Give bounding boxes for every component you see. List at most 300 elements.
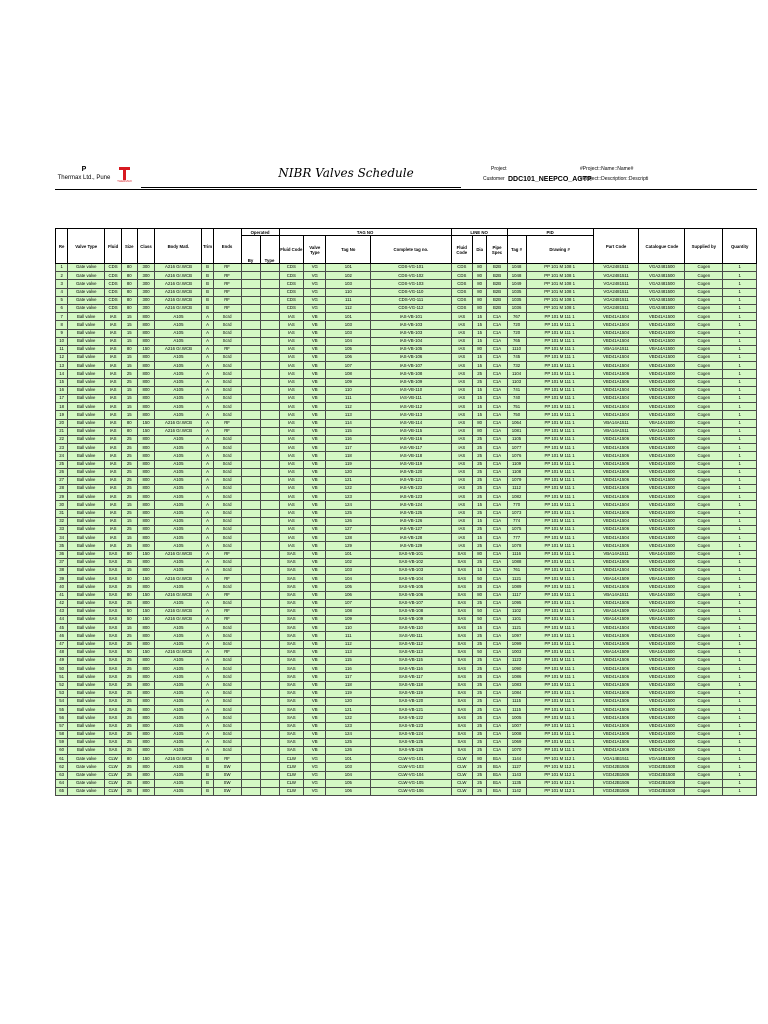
- table-cell: Scrd: [213, 583, 241, 591]
- table-cell: SAS-VB-119: [371, 689, 452, 697]
- table-cell: PP 101 M 111 1: [526, 722, 593, 730]
- table-cell: Cogen: [685, 452, 723, 460]
- table-cell: C1A: [487, 632, 507, 640]
- table-cell: Cogen: [685, 460, 723, 468]
- table-cell: VB: [304, 714, 326, 722]
- thermax-logo: [119, 167, 130, 183]
- table-cell: VBA14A1509: [593, 616, 639, 624]
- table-cell: 800: [137, 566, 155, 574]
- table-cell: 107: [326, 362, 371, 370]
- table-cell: 800: [137, 730, 155, 738]
- table-cell: VBD41A1506: [593, 722, 639, 730]
- table-cell: IAS: [105, 485, 122, 493]
- table-cell: Cogen: [685, 575, 723, 583]
- table-cell: C1A: [487, 681, 507, 689]
- table-cell: IAS: [105, 517, 122, 525]
- table-cell: VB: [304, 501, 326, 509]
- table-cell: 25: [121, 730, 137, 738]
- table-cell: [260, 616, 279, 624]
- table-cell: 80: [121, 272, 137, 280]
- table-cell: 15: [472, 501, 487, 509]
- table-cell: 800: [137, 362, 155, 370]
- table-cell: VBD41A1500: [639, 362, 685, 370]
- table-cell: C1A: [487, 395, 507, 403]
- table-cell: 25: [472, 714, 487, 722]
- table-cell: 1112: [507, 485, 526, 493]
- table-cell: VBD41A1504: [593, 329, 639, 337]
- table-cell: IAS: [279, 542, 304, 550]
- table-cell: VBD41A1500: [639, 542, 685, 550]
- table-cell: IAS: [451, 411, 472, 419]
- table-cell: RF: [213, 345, 241, 353]
- table-cell: 15: [121, 354, 137, 362]
- table-cell: PP 101 M 111 1: [526, 403, 593, 411]
- table-cell: 25: [472, 460, 487, 468]
- table-cell: A105: [155, 395, 202, 403]
- table-cell: SAS-VB-110: [371, 624, 452, 632]
- table-cell: C1A: [487, 321, 507, 329]
- table-cell: IAS-VB-127: [371, 526, 452, 534]
- table-cell: Ball valve: [68, 575, 105, 583]
- table-cell: VBD41A1500: [639, 395, 685, 403]
- table-cell: PP 101 M 111 1: [526, 476, 593, 484]
- table-cell: IAS-VB-103: [371, 329, 452, 337]
- table-cell: 58: [56, 730, 68, 738]
- table-cell: VB: [304, 378, 326, 386]
- table-cell: VBD41A1506: [593, 738, 639, 746]
- table-cell: Ball valve: [68, 370, 105, 378]
- table-row: [56, 763, 757, 771]
- table-cell: Cogen: [685, 378, 723, 386]
- table-cell: VBD41A1506: [593, 468, 639, 476]
- table-cell: Cogen: [685, 386, 723, 394]
- table-cell: 25: [121, 558, 137, 566]
- table-cell: [241, 607, 260, 615]
- table-cell: [260, 779, 279, 787]
- table-cell: VBA14A1509: [593, 575, 639, 583]
- table-cell: Ball valve: [68, 444, 105, 452]
- table-cell: [241, 755, 260, 763]
- table-cell: 50: [472, 648, 487, 656]
- table-cell: A: [202, 386, 213, 394]
- table-row: [56, 452, 757, 460]
- table-cell: 110: [326, 386, 371, 394]
- table-cell: 1089: [507, 583, 526, 591]
- table-row: [56, 321, 757, 329]
- table-cell: A105: [155, 460, 202, 468]
- table-cell: 123: [326, 722, 371, 730]
- table-cell: VBD41A1500: [639, 714, 685, 722]
- table-cell: A105: [155, 730, 202, 738]
- table-cell: SAS: [279, 706, 304, 714]
- table-cell: VBD41A1506: [593, 509, 639, 517]
- table-cell: VB: [304, 624, 326, 632]
- table-cell: 150: [137, 648, 155, 656]
- table-cell: Scrd: [213, 362, 241, 370]
- table-cell: IAS: [451, 329, 472, 337]
- table-cell: VB: [304, 583, 326, 591]
- table-cell: SAS: [451, 599, 472, 607]
- table-cell: Cogen: [685, 706, 723, 714]
- table-cell: [241, 272, 260, 280]
- table-cell: A216 Gr.WCB: [155, 288, 202, 296]
- table-cell: Scrd: [213, 493, 241, 501]
- table-cell: VB: [304, 632, 326, 640]
- table-cell: C1A: [487, 485, 507, 493]
- table-cell: [241, 435, 260, 443]
- table-cell: [260, 575, 279, 583]
- table-cell: IAS: [451, 501, 472, 509]
- table-cell: A: [202, 689, 213, 697]
- table-cell: PP 101 M 111 1: [526, 542, 593, 550]
- table-cell: [260, 296, 279, 304]
- table-cell: VBA14A1500: [639, 648, 685, 656]
- table-cell: Ball valve: [68, 395, 105, 403]
- table-cell: 1079: [507, 476, 526, 484]
- table-cell: SAS: [279, 722, 304, 730]
- table-cell: 15: [472, 313, 487, 321]
- table-cell: VB: [304, 386, 326, 394]
- table-cell: A216 Gr.WCB: [155, 264, 202, 272]
- table-cell: SAS: [279, 566, 304, 574]
- table-cell: 25: [121, 706, 137, 714]
- table-cell: 25: [472, 485, 487, 493]
- table-cell: 27: [56, 476, 68, 484]
- table-cell: 80: [121, 264, 137, 272]
- table-cell: [260, 591, 279, 599]
- table-cell: 1076: [507, 452, 526, 460]
- col-valve-type: Valve Type: [68, 229, 105, 264]
- table-cell: [260, 427, 279, 435]
- table-cell: A: [202, 730, 213, 738]
- table-cell: 50: [121, 607, 137, 615]
- table-cell: CDS: [451, 272, 472, 280]
- table-cell: [260, 395, 279, 403]
- col-drawing: Drawing #: [526, 236, 593, 264]
- table-cell: RF: [213, 591, 241, 599]
- table-cell: 102: [326, 558, 371, 566]
- table-cell: VG: [304, 304, 326, 312]
- table-cell: PP 101 M 111 1: [526, 444, 593, 452]
- table-cell: SAS: [279, 648, 304, 656]
- table-cell: 25: [472, 640, 487, 648]
- table-cell: 118: [326, 452, 371, 460]
- table-cell: 720: [507, 329, 526, 337]
- table-cell: 25: [472, 722, 487, 730]
- table-cell: IAS: [279, 526, 304, 534]
- table-cell: VGA2481511: [593, 280, 639, 288]
- table-cell: 25: [121, 747, 137, 755]
- table-cell: IAS: [279, 493, 304, 501]
- table-cell: SAS: [451, 607, 472, 615]
- table-cell: A216 Gr.WCB: [155, 296, 202, 304]
- table-cell: Ball valve: [68, 616, 105, 624]
- table-cell: IAS: [105, 501, 122, 509]
- table-cell: SAS-VB-115: [371, 657, 452, 665]
- table-cell: VB: [304, 566, 326, 574]
- table-row: [56, 395, 757, 403]
- table-cell: C1A: [487, 550, 507, 558]
- table-cell: [241, 386, 260, 394]
- table-cell: SAS-VB-108: [371, 607, 452, 615]
- table-cell: 1: [723, 296, 757, 304]
- table-cell: IAS: [279, 321, 304, 329]
- table-cell: 25: [472, 452, 487, 460]
- table-cell: 1109: [507, 460, 526, 468]
- table-cell: SAS: [105, 566, 122, 574]
- table-cell: 1108: [507, 468, 526, 476]
- table-row: [56, 526, 757, 534]
- table-cell: 720: [507, 321, 526, 329]
- table-cell: VB: [304, 558, 326, 566]
- table-cell: VBD41A1500: [639, 738, 685, 746]
- table-cell: CLW: [105, 788, 122, 796]
- table-cell: VBD41A1500: [639, 403, 685, 411]
- table-cell: Cogen: [685, 509, 723, 517]
- table-cell: 800: [137, 395, 155, 403]
- table-row: [56, 738, 757, 746]
- col-tag-hash: Tag #: [507, 236, 526, 264]
- table-cell: [260, 526, 279, 534]
- table-cell: B2B: [487, 288, 507, 296]
- table-cell: [241, 395, 260, 403]
- table-cell: Cogen: [685, 444, 723, 452]
- table-cell: 1095: [507, 599, 526, 607]
- table-cell: C1A: [487, 370, 507, 378]
- table-cell: 1: [723, 648, 757, 656]
- table-cell: PP 101 M 111 1: [526, 313, 593, 321]
- table-cell: VB: [304, 730, 326, 738]
- table-cell: RF: [213, 648, 241, 656]
- table-cell: 101: [326, 755, 371, 763]
- table-cell: 800: [137, 354, 155, 362]
- table-cell: C1A: [487, 648, 507, 656]
- table-cell: 1: [723, 501, 757, 509]
- table-cell: 25: [121, 681, 137, 689]
- table-cell: A105: [155, 722, 202, 730]
- table-cell: 50: [121, 616, 137, 624]
- table-cell: VGD42B1500: [639, 779, 685, 787]
- table-cell: PP 101 M 111 1: [526, 566, 593, 574]
- table-cell: 1110: [507, 345, 526, 353]
- table-cell: 1: [723, 452, 757, 460]
- table-cell: SAS: [451, 747, 472, 755]
- table-cell: Ball valve: [68, 722, 105, 730]
- table-cell: 1048: [507, 272, 526, 280]
- table-cell: 800: [137, 452, 155, 460]
- table-cell: Ball valve: [68, 632, 105, 640]
- table-cell: 1: [723, 583, 757, 591]
- table-cell: B: [202, 788, 213, 796]
- table-cell: 800: [137, 714, 155, 722]
- table-cell: 1078: [507, 542, 526, 550]
- table-cell: 25: [121, 771, 137, 779]
- table-cell: CDS: [279, 280, 304, 288]
- table-cell: 1003: [507, 648, 526, 656]
- table-cell: 15: [472, 403, 487, 411]
- table-row: [56, 648, 757, 656]
- table-cell: VB: [304, 403, 326, 411]
- table-cell: IAS-VB-110: [371, 386, 452, 394]
- table-cell: IAS: [451, 403, 472, 411]
- table-cell: IAS: [451, 468, 472, 476]
- table-cell: 1: [723, 657, 757, 665]
- table-cell: [241, 304, 260, 312]
- table-cell: Gate valve: [68, 264, 105, 272]
- table-cell: Ball valve: [68, 476, 105, 484]
- table-cell: 25: [121, 697, 137, 705]
- table-cell: 1: [723, 738, 757, 746]
- table-cell: 65: [56, 788, 68, 796]
- col-ends: Ends: [213, 229, 241, 264]
- table-cell: 127: [326, 526, 371, 534]
- table-cell: A: [202, 313, 213, 321]
- table-cell: VB: [304, 706, 326, 714]
- table-cell: VGA2481511: [593, 304, 639, 312]
- table-cell: VB: [304, 599, 326, 607]
- table-cell: IAS-VB-120: [371, 468, 452, 476]
- table-cell: 1144: [507, 755, 526, 763]
- table-cell: PP 101 M 111 1: [526, 558, 593, 566]
- table-cell: SAS: [451, 681, 472, 689]
- table-cell: 117: [326, 673, 371, 681]
- table-cell: Ball valve: [68, 419, 105, 427]
- table-cell: VBD41A1500: [639, 411, 685, 419]
- table-cell: 1: [723, 419, 757, 427]
- table-cell: A105: [155, 640, 202, 648]
- table-cell: VBD41A1500: [639, 460, 685, 468]
- table-cell: Cogen: [685, 288, 723, 296]
- table-cell: A105: [155, 444, 202, 452]
- table-cell: 1127: [507, 763, 526, 771]
- table-cell: SAS-VB-125: [371, 738, 452, 746]
- table-cell: PP 101 M 111 1: [526, 730, 593, 738]
- table-cell: 115: [326, 657, 371, 665]
- table-cell: SAS-VB-116: [371, 665, 452, 673]
- table-cell: 25: [472, 779, 487, 787]
- table-cell: 1075: [507, 526, 526, 534]
- table-cell: A105: [155, 337, 202, 345]
- table-cell: PP 101 M 111 1: [526, 411, 593, 419]
- table-cell: [260, 722, 279, 730]
- table-cell: 24: [56, 452, 68, 460]
- table-cell: SAS: [451, 722, 472, 730]
- table-cell: 1: [723, 337, 757, 345]
- table-cell: 1: [723, 362, 757, 370]
- table-cell: SAS: [105, 673, 122, 681]
- table-cell: IAS-VB-123: [371, 493, 452, 501]
- table-cell: Scrd: [213, 452, 241, 460]
- table-cell: VBD41A1506: [593, 665, 639, 673]
- table-cell: VBD41A1506: [593, 452, 639, 460]
- table-cell: C1A: [487, 501, 507, 509]
- table-cell: 1117: [507, 591, 526, 599]
- table-cell: PP 101 M 111 1: [526, 452, 593, 460]
- table-cell: [241, 362, 260, 370]
- logo-text: THERMAX: [117, 179, 132, 183]
- table-cell: Cogen: [685, 321, 723, 329]
- table-cell: Ball valve: [68, 599, 105, 607]
- document-number: DDC101_NEEPCO_AGTP: [508, 176, 592, 183]
- table-cell: CDS: [279, 272, 304, 280]
- table-cell: 104: [326, 575, 371, 583]
- table-row: [56, 476, 757, 484]
- table-cell: Ball valve: [68, 657, 105, 665]
- table-cell: A216 Gr.WCB: [155, 616, 202, 624]
- table-cell: VBD41A1500: [639, 452, 685, 460]
- table-cell: C1A: [487, 616, 507, 624]
- table-cell: Cogen: [685, 779, 723, 787]
- table-cell: VBD41A1504: [593, 337, 639, 345]
- table-cell: 1: [723, 697, 757, 705]
- table-cell: [260, 706, 279, 714]
- table-cell: 800: [137, 722, 155, 730]
- table-cell: [241, 566, 260, 574]
- table-cell: Cogen: [685, 280, 723, 288]
- table-row: [56, 697, 757, 705]
- table-cell: CDS: [105, 272, 122, 280]
- table-cell: Cogen: [685, 681, 723, 689]
- table-cell: C1A: [487, 444, 507, 452]
- table-cell: 113: [326, 648, 371, 656]
- table-cell: [241, 599, 260, 607]
- table-cell: [241, 411, 260, 419]
- table-row: [56, 657, 757, 665]
- table-cell: [241, 460, 260, 468]
- table-cell: Scrd: [213, 714, 241, 722]
- table-cell: [260, 411, 279, 419]
- table-cell: VBD41A1506: [593, 378, 639, 386]
- table-cell: 1: [723, 599, 757, 607]
- table-cell: VB: [304, 321, 326, 329]
- table-cell: A: [202, 624, 213, 632]
- table-cell: IAS: [105, 493, 122, 501]
- table-cell: [260, 501, 279, 509]
- table-cell: A: [202, 697, 213, 705]
- table-cell: IAS: [105, 526, 122, 534]
- table-cell: IAS-VB-107: [371, 362, 452, 370]
- table-cell: IAS: [279, 485, 304, 493]
- table-cell: A: [202, 419, 213, 427]
- table-cell: 56: [56, 714, 68, 722]
- table-cell: 15: [472, 411, 487, 419]
- table-cell: A105: [155, 452, 202, 460]
- table-cell: A216 Gr.WCB: [155, 755, 202, 763]
- table-cell: [241, 403, 260, 411]
- table-cell: 1: [723, 517, 757, 525]
- table-cell: 25: [121, 738, 137, 746]
- table-cell: IAS: [451, 452, 472, 460]
- table-cell: 1105: [507, 435, 526, 443]
- table-cell: IAS: [451, 313, 472, 321]
- table-cell: PP 101 M 111 1: [526, 689, 593, 697]
- table-cell: PP 101 M 111 1: [526, 648, 593, 656]
- table-cell: 777: [507, 534, 526, 542]
- table-cell: SAS-VB-122: [371, 714, 452, 722]
- table-cell: CLW: [105, 771, 122, 779]
- table-cell: 106: [326, 354, 371, 362]
- col-body-matl: Body Matl.: [155, 229, 202, 264]
- table-cell: IAS-VB-119: [371, 460, 452, 468]
- table-row: [56, 722, 757, 730]
- table-cell: SAS: [105, 640, 122, 648]
- table-cell: B: [202, 296, 213, 304]
- table-cell: B2B: [487, 264, 507, 272]
- table-cell: [241, 763, 260, 771]
- table-row: [56, 706, 757, 714]
- table-cell: 15: [121, 386, 137, 394]
- table-cell: 800: [137, 632, 155, 640]
